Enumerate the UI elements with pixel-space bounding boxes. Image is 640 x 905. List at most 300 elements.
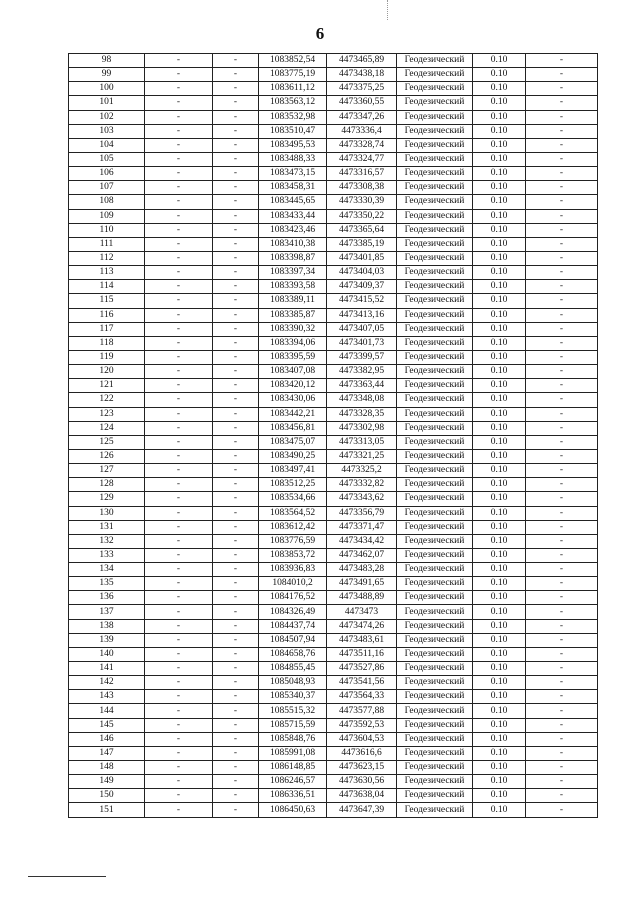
cell-note: -	[526, 647, 598, 661]
cell-accuracy: 0.10	[473, 407, 526, 421]
cell-accuracy: 0.10	[473, 761, 526, 775]
cell-method: Геодезический	[397, 138, 473, 152]
cell-col-2: -	[145, 407, 213, 421]
table-row	[69, 407, 598, 421]
cell-col-3: -	[213, 464, 259, 478]
cell-col-3: -	[213, 421, 259, 435]
cell-accuracy: 0.10	[473, 223, 526, 237]
cell-note: -	[526, 449, 598, 463]
cell-note: -	[526, 181, 598, 195]
cell-accuracy: 0.10	[473, 68, 526, 82]
cell-method: Геодезический	[397, 492, 473, 506]
cell-point-number: 118	[69, 336, 145, 350]
cell-coord-y: 4473399,57	[327, 350, 397, 364]
cell-col-2: -	[145, 181, 213, 195]
cell-coord-x: 1086148,85	[259, 761, 327, 775]
cell-accuracy: 0.10	[473, 633, 526, 647]
table-row	[69, 591, 598, 605]
cell-accuracy: 0.10	[473, 266, 526, 280]
cell-point-number: 146	[69, 732, 145, 746]
table-body	[69, 54, 598, 818]
cell-coord-x: 1083433,44	[259, 209, 327, 223]
cell-point-number: 145	[69, 718, 145, 732]
cell-col-3: -	[213, 662, 259, 676]
cell-accuracy: 0.10	[473, 464, 526, 478]
cell-coord-x: 1083475,07	[259, 435, 327, 449]
table-row	[69, 336, 598, 350]
cell-point-number: 121	[69, 379, 145, 393]
cell-accuracy: 0.10	[473, 195, 526, 209]
cell-col-2: -	[145, 435, 213, 449]
cell-accuracy: 0.10	[473, 718, 526, 732]
cell-method: Геодезический	[397, 266, 473, 280]
cell-coord-x: 1083407,08	[259, 365, 327, 379]
cell-note: -	[526, 732, 598, 746]
cell-method: Геодезический	[397, 336, 473, 350]
cell-col-2: -	[145, 676, 213, 690]
cell-note: -	[526, 407, 598, 421]
cell-coord-x: 1083423,46	[259, 223, 327, 237]
cell-col-2: -	[145, 478, 213, 492]
cell-note: -	[526, 379, 598, 393]
cell-note: -	[526, 718, 598, 732]
cell-col-3: -	[213, 393, 259, 407]
cell-point-number: 123	[69, 407, 145, 421]
cell-coord-y: 4473325,2	[327, 464, 397, 478]
cell-note: -	[526, 54, 598, 68]
cell-coord-y: 4473313,05	[327, 435, 397, 449]
cell-coord-x: 1085340,37	[259, 690, 327, 704]
cell-coord-x: 1084010,2	[259, 577, 327, 591]
table-row	[69, 294, 598, 308]
cell-coord-y: 4473438,18	[327, 68, 397, 82]
cell-note: -	[526, 619, 598, 633]
cell-col-2: -	[145, 633, 213, 647]
cell-point-number: 98	[69, 54, 145, 68]
cell-col-2: -	[145, 563, 213, 577]
cell-col-3: -	[213, 633, 259, 647]
cell-coord-x: 1083532,98	[259, 110, 327, 124]
cell-col-3: -	[213, 746, 259, 760]
cell-point-number: 114	[69, 280, 145, 294]
cell-col-2: -	[145, 110, 213, 124]
cell-coord-x: 1083490,25	[259, 449, 327, 463]
cell-col-3: -	[213, 591, 259, 605]
cell-col-3: -	[213, 449, 259, 463]
cell-note: -	[526, 251, 598, 265]
cell-point-number: 105	[69, 152, 145, 166]
cell-accuracy: 0.10	[473, 82, 526, 96]
cell-note: -	[526, 96, 598, 110]
cell-coord-x: 1083853,72	[259, 548, 327, 562]
cell-coord-y: 4473564,33	[327, 690, 397, 704]
cell-coord-x: 1083385,87	[259, 308, 327, 322]
cell-point-number: 144	[69, 704, 145, 718]
cell-coord-y: 4473328,74	[327, 138, 397, 152]
cell-point-number: 142	[69, 676, 145, 690]
cell-point-number: 147	[69, 746, 145, 760]
cell-point-number: 134	[69, 563, 145, 577]
table-row	[69, 237, 598, 251]
cell-method: Геодезический	[397, 803, 473, 817]
cell-col-2: -	[145, 195, 213, 209]
cell-coord-y: 4473404,03	[327, 266, 397, 280]
cell-method: Геодезический	[397, 577, 473, 591]
cell-coord-y: 4473491,65	[327, 577, 397, 591]
cell-note: -	[526, 280, 598, 294]
cell-method: Геодезический	[397, 167, 473, 181]
cell-method: Геодезический	[397, 676, 473, 690]
cell-col-2: -	[145, 718, 213, 732]
table-row	[69, 322, 598, 336]
cell-point-number: 102	[69, 110, 145, 124]
table-row	[69, 704, 598, 718]
table-row	[69, 478, 598, 492]
cell-accuracy: 0.10	[473, 662, 526, 676]
cell-col-3: -	[213, 704, 259, 718]
cell-accuracy: 0.10	[473, 803, 526, 817]
table-row	[69, 449, 598, 463]
cell-method: Геодезический	[397, 365, 473, 379]
cell-point-number: 132	[69, 534, 145, 548]
cell-coord-y: 4473465,89	[327, 54, 397, 68]
cell-note: -	[526, 591, 598, 605]
cell-coord-y: 4473332,82	[327, 478, 397, 492]
cell-accuracy: 0.10	[473, 449, 526, 463]
cell-accuracy: 0.10	[473, 746, 526, 760]
cell-coord-y: 4473483,28	[327, 563, 397, 577]
cell-note: -	[526, 124, 598, 138]
cell-method: Геодезический	[397, 449, 473, 463]
cell-accuracy: 0.10	[473, 421, 526, 435]
cell-method: Геодезический	[397, 251, 473, 265]
cell-coord-y: 4473474,26	[327, 619, 397, 633]
cell-accuracy: 0.10	[473, 478, 526, 492]
table-row	[69, 633, 598, 647]
cell-point-number: 128	[69, 478, 145, 492]
cell-coord-y: 4473409,37	[327, 280, 397, 294]
cell-coord-x: 1083456,81	[259, 421, 327, 435]
cell-col-3: -	[213, 138, 259, 152]
cell-col-2: -	[145, 54, 213, 68]
cell-coord-x: 1085991,08	[259, 746, 327, 760]
cell-point-number: 127	[69, 464, 145, 478]
cell-point-number: 119	[69, 350, 145, 364]
cell-coord-x: 1083563,12	[259, 96, 327, 110]
cell-col-3: -	[213, 209, 259, 223]
cell-col-2: -	[145, 365, 213, 379]
cell-coord-x: 1083611,12	[259, 82, 327, 96]
cell-point-number: 151	[69, 803, 145, 817]
cell-note: -	[526, 492, 598, 506]
cell-note: -	[526, 294, 598, 308]
table-row	[69, 393, 598, 407]
cell-col-2: -	[145, 464, 213, 478]
cell-point-number: 108	[69, 195, 145, 209]
cell-coord-x: 1084507,94	[259, 633, 327, 647]
cell-coord-x: 1083497,41	[259, 464, 327, 478]
cell-col-2: -	[145, 350, 213, 364]
cell-accuracy: 0.10	[473, 110, 526, 124]
cell-method: Геодезический	[397, 393, 473, 407]
cell-point-number: 110	[69, 223, 145, 237]
cell-method: Геодезический	[397, 152, 473, 166]
scan-artifact	[387, 0, 389, 20]
page-number: 6	[315, 24, 325, 43]
cell-col-3: -	[213, 775, 259, 789]
cell-note: -	[526, 82, 598, 96]
cell-coord-x: 1083495,53	[259, 138, 327, 152]
cell-method: Геодезический	[397, 718, 473, 732]
cell-col-3: -	[213, 308, 259, 322]
cell-point-number: 101	[69, 96, 145, 110]
cell-coord-x: 1083776,59	[259, 534, 327, 548]
cell-coord-x: 1083488,33	[259, 152, 327, 166]
table-row	[69, 676, 598, 690]
cell-col-2: -	[145, 732, 213, 746]
cell-accuracy: 0.10	[473, 435, 526, 449]
cell-col-3: -	[213, 563, 259, 577]
cell-col-2: -	[145, 124, 213, 138]
cell-col-3: -	[213, 294, 259, 308]
cell-col-2: -	[145, 605, 213, 619]
table-row	[69, 563, 598, 577]
cell-coord-x: 1083430,06	[259, 393, 327, 407]
cell-note: -	[526, 152, 598, 166]
table-row	[69, 96, 598, 110]
cell-coord-x: 1083398,87	[259, 251, 327, 265]
cell-method: Геодезический	[397, 464, 473, 478]
cell-coord-y: 4473375,25	[327, 82, 397, 96]
cell-method: Геодезический	[397, 294, 473, 308]
cell-col-3: -	[213, 548, 259, 562]
cell-method: Геодезический	[397, 68, 473, 82]
cell-col-3: -	[213, 152, 259, 166]
table-row	[69, 421, 598, 435]
cell-point-number: 117	[69, 322, 145, 336]
table-row	[69, 746, 598, 760]
cell-accuracy: 0.10	[473, 647, 526, 661]
cell-coord-y: 4473638,04	[327, 789, 397, 803]
cell-col-2: -	[145, 266, 213, 280]
cell-accuracy: 0.10	[473, 563, 526, 577]
cell-col-3: -	[213, 54, 259, 68]
cell-note: -	[526, 761, 598, 775]
cell-coord-y: 4473348,08	[327, 393, 397, 407]
cell-point-number: 107	[69, 181, 145, 195]
cell-note: -	[526, 195, 598, 209]
cell-accuracy: 0.10	[473, 379, 526, 393]
cell-col-2: -	[145, 237, 213, 251]
cell-col-3: -	[213, 251, 259, 265]
cell-col-3: -	[213, 237, 259, 251]
cell-method: Геодезический	[397, 732, 473, 746]
cell-coord-x: 1086450,63	[259, 803, 327, 817]
cell-accuracy: 0.10	[473, 605, 526, 619]
cell-col-3: -	[213, 435, 259, 449]
cell-col-2: -	[145, 704, 213, 718]
cell-note: -	[526, 789, 598, 803]
cell-note: -	[526, 365, 598, 379]
cell-coord-y: 4473316,57	[327, 167, 397, 181]
cell-col-3: -	[213, 577, 259, 591]
cell-col-2: -	[145, 690, 213, 704]
table-row	[69, 662, 598, 676]
cell-coord-y: 4473592,53	[327, 718, 397, 732]
table-row	[69, 520, 598, 534]
cell-method: Геодезический	[397, 421, 473, 435]
cell-point-number: 140	[69, 647, 145, 661]
cell-method: Геодезический	[397, 746, 473, 760]
table-row	[69, 803, 598, 817]
cell-col-2: -	[145, 82, 213, 96]
cell-coord-x: 1084326,49	[259, 605, 327, 619]
cell-point-number: 122	[69, 393, 145, 407]
cell-col-3: -	[213, 492, 259, 506]
cell-col-3: -	[213, 690, 259, 704]
cell-method: Геодезический	[397, 690, 473, 704]
cell-method: Геодезический	[397, 789, 473, 803]
table-row	[69, 54, 598, 68]
cell-accuracy: 0.10	[473, 181, 526, 195]
cell-accuracy: 0.10	[473, 308, 526, 322]
cell-method: Геодезический	[397, 237, 473, 251]
cell-col-3: -	[213, 336, 259, 350]
cell-coord-x: 1083389,11	[259, 294, 327, 308]
cell-point-number: 129	[69, 492, 145, 506]
cell-col-3: -	[213, 478, 259, 492]
cell-coord-y: 4473321,25	[327, 449, 397, 463]
cell-coord-y: 4473350,22	[327, 209, 397, 223]
cell-accuracy: 0.10	[473, 506, 526, 520]
cell-col-2: -	[145, 336, 213, 350]
cell-col-3: -	[213, 718, 259, 732]
cell-accuracy: 0.10	[473, 704, 526, 718]
cell-accuracy: 0.10	[473, 152, 526, 166]
table-row	[69, 732, 598, 746]
cell-col-2: -	[145, 138, 213, 152]
table-row	[69, 68, 598, 82]
cell-accuracy: 0.10	[473, 591, 526, 605]
cell-coord-y: 4473413,16	[327, 308, 397, 322]
cell-coord-y: 4473473	[327, 605, 397, 619]
cell-accuracy: 0.10	[473, 732, 526, 746]
cell-point-number: 115	[69, 294, 145, 308]
cell-col-2: -	[145, 68, 213, 82]
cell-point-number: 112	[69, 251, 145, 265]
cell-col-3: -	[213, 181, 259, 195]
cell-col-2: -	[145, 803, 213, 817]
cell-accuracy: 0.10	[473, 393, 526, 407]
cell-method: Геодезический	[397, 280, 473, 294]
cell-accuracy: 0.10	[473, 520, 526, 534]
cell-coord-y: 4473330,39	[327, 195, 397, 209]
cell-col-3: -	[213, 280, 259, 294]
cell-col-3: -	[213, 124, 259, 138]
cell-note: -	[526, 563, 598, 577]
cell-point-number: 150	[69, 789, 145, 803]
cell-coord-y: 4473577,88	[327, 704, 397, 718]
cell-note: -	[526, 308, 598, 322]
cell-method: Геодезический	[397, 308, 473, 322]
cell-accuracy: 0.10	[473, 138, 526, 152]
cell-note: -	[526, 237, 598, 251]
cell-coord-y: 4473434,42	[327, 534, 397, 548]
cell-note: -	[526, 322, 598, 336]
cell-note: -	[526, 421, 598, 435]
cell-col-3: -	[213, 520, 259, 534]
cell-point-number: 138	[69, 619, 145, 633]
cell-note: -	[526, 478, 598, 492]
cell-coord-x: 1083473,15	[259, 167, 327, 181]
cell-coord-y: 4473415,52	[327, 294, 397, 308]
cell-accuracy: 0.10	[473, 690, 526, 704]
cell-accuracy: 0.10	[473, 789, 526, 803]
cell-method: Геодезический	[397, 591, 473, 605]
cell-col-2: -	[145, 322, 213, 336]
cell-note: -	[526, 209, 598, 223]
cell-coord-y: 4473511,16	[327, 647, 397, 661]
cell-col-2: -	[145, 534, 213, 548]
table-row	[69, 167, 598, 181]
cell-col-2: -	[145, 449, 213, 463]
cell-coord-y: 4473604,53	[327, 732, 397, 746]
cell-point-number: 116	[69, 308, 145, 322]
cell-coord-x: 1083512,25	[259, 478, 327, 492]
cell-col-3: -	[213, 534, 259, 548]
cell-method: Геодезический	[397, 322, 473, 336]
cell-coord-x: 1085715,59	[259, 718, 327, 732]
cell-coord-x: 1083442,21	[259, 407, 327, 421]
cell-col-2: -	[145, 379, 213, 393]
cell-coord-x: 1083612,42	[259, 520, 327, 534]
cell-col-3: -	[213, 365, 259, 379]
table-row	[69, 195, 598, 209]
cell-coord-x: 1083393,58	[259, 280, 327, 294]
cell-note: -	[526, 803, 598, 817]
cell-accuracy: 0.10	[473, 54, 526, 68]
cell-method: Геодезический	[397, 195, 473, 209]
cell-col-3: -	[213, 195, 259, 209]
cell-col-2: -	[145, 492, 213, 506]
cell-note: -	[526, 534, 598, 548]
cell-accuracy: 0.10	[473, 676, 526, 690]
table-row	[69, 619, 598, 633]
table-row	[69, 761, 598, 775]
cell-col-2: -	[145, 591, 213, 605]
cell-point-number: 113	[69, 266, 145, 280]
cell-note: -	[526, 110, 598, 124]
cell-accuracy: 0.10	[473, 350, 526, 364]
cell-coord-x: 1083852,54	[259, 54, 327, 68]
cell-point-number: 148	[69, 761, 145, 775]
cell-coord-x: 1086336,51	[259, 789, 327, 803]
cell-point-number: 100	[69, 82, 145, 96]
cell-col-3: -	[213, 96, 259, 110]
table-row	[69, 435, 598, 449]
cell-note: -	[526, 662, 598, 676]
cell-col-3: -	[213, 266, 259, 280]
cell-note: -	[526, 266, 598, 280]
table-row	[69, 789, 598, 803]
cell-coord-y: 4473541,56	[327, 676, 397, 690]
cell-point-number: 135	[69, 577, 145, 591]
cell-method: Геодезический	[397, 761, 473, 775]
cell-accuracy: 0.10	[473, 167, 526, 181]
cell-note: -	[526, 775, 598, 789]
cell-accuracy: 0.10	[473, 336, 526, 350]
cell-note: -	[526, 548, 598, 562]
